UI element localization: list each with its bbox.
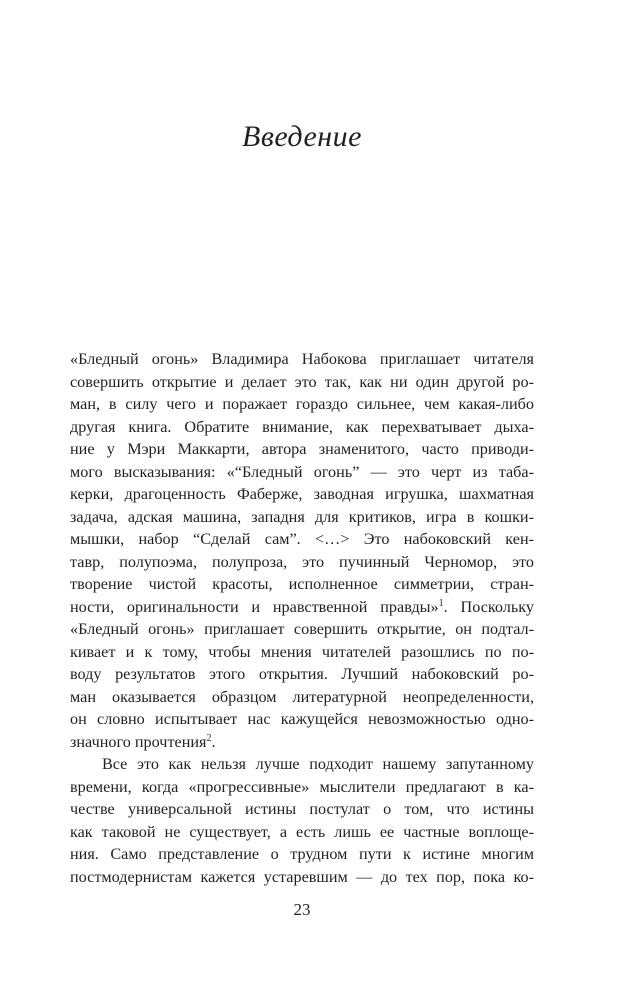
text-line: кивает и к тому, чтобы мнения читателей разошлись по по-: [70, 642, 534, 661]
text-line: творение чистой красоты, исполненное симметрии, стран-: [70, 575, 534, 593]
text-line: ние у Мэри Маккарти, автора знаменитого, часто приводи-: [70, 440, 534, 458]
text-line: совершить открытие и делает это так, как ни один другой ро-: [70, 372, 534, 391]
footnote-marker: 2: [206, 732, 212, 744]
text-line: как таковой не существует, а есть лишь ее частные воплоще-: [70, 822, 534, 841]
text-line: честве универсальной истины постулат о том, что истины: [70, 800, 534, 818]
text-line: мышки, набор “Сделай сам”. <…> Это набоковский кен-: [70, 530, 534, 548]
text-line: Все это как нельзя лучше подходит нашему запутанному: [102, 755, 534, 773]
text-line-with-footnote: [70, 731, 534, 754]
footnote-marker: 1: [438, 597, 444, 609]
text-line: он словно испытывает нас кажущейся невозможностью одно-: [70, 710, 534, 728]
text-line: «Бледный огонь» Владимира Набокова приглашает читателя: [70, 350, 534, 368]
text-segment: значного прочтения: [70, 732, 207, 751]
text-line: тавр, полупоэма, полупроза, это пучинный Черномор, это: [70, 552, 534, 571]
text-line: задача, адская машина, западня для критиков, игра в кошки-: [70, 507, 534, 526]
text-line-with-footnote: [70, 596, 534, 619]
page-number: 23: [293, 900, 311, 919]
text-line: ния. Само представление о трудном пути к истине многим: [70, 845, 534, 863]
body-text: [70, 348, 534, 888]
text-line: мого высказывания: «“Бледный огонь” — это черт из таба-: [70, 462, 534, 481]
text-line: ман оказывается образцом литературной неопределенности,: [70, 687, 534, 706]
text-line: воду результатов этого открытия. Лучший набоковский ро-: [70, 665, 534, 683]
text-line: времени, когда «прогрессивные» мыслители предлагают в ка-: [70, 777, 534, 796]
chapter-title: Введение: [242, 120, 362, 153]
text-segment: ности, оригинальности и нравственной правды»: [70, 597, 439, 616]
text-line: ман, в силу чего и поражает гораздо сильнее, чем какая-либо: [70, 395, 534, 413]
text-line: керки, драгоценность Фаберже, заводная игрушка, шахматная: [70, 485, 534, 503]
text-line: постмодернистам кажется устаревшим — до тех пор, пока ко-: [70, 867, 534, 886]
text-line: другая книга. Обратите внимание, как перехватывает дыха-: [70, 417, 534, 436]
text-segment: . Поскольку: [443, 597, 534, 616]
text-line: «Бледный огонь» приглашает совершить открытие, он подтал-: [70, 620, 534, 638]
text-segment: .: [211, 732, 216, 751]
